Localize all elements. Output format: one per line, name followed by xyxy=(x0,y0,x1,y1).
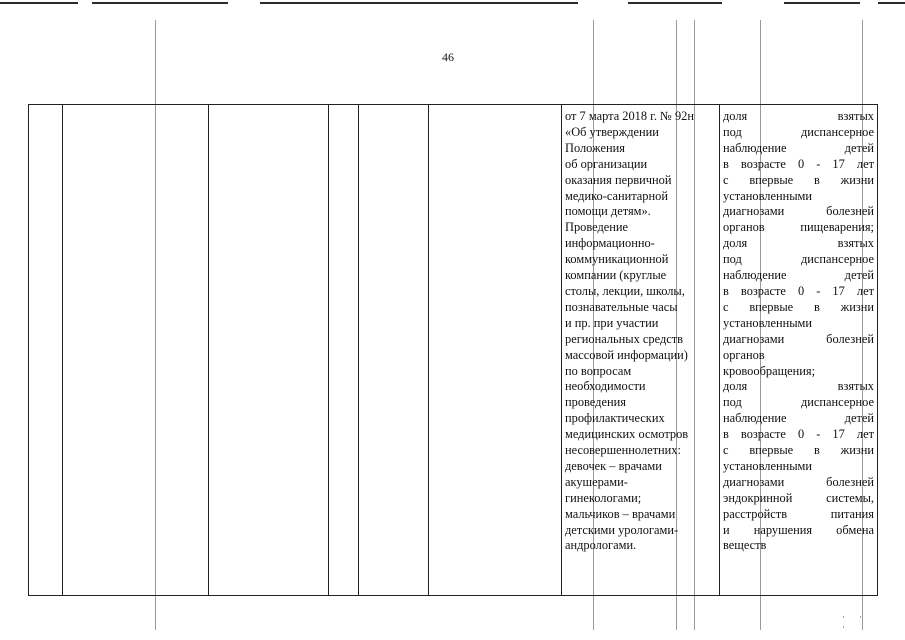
scan-artifact-line xyxy=(260,2,578,4)
scan-artifact-line xyxy=(784,2,860,4)
indicators-line: под диспансерное xyxy=(723,124,874,139)
table-cell-2 xyxy=(63,105,209,596)
measures-line: гинекологами; xyxy=(565,490,642,505)
table-cell-indicators xyxy=(720,105,878,596)
measures-line: медико-санитарной xyxy=(565,188,668,203)
indicators-line: под диспансерное xyxy=(723,252,874,267)
indicators-line: наблюдение детей xyxy=(723,411,874,426)
measures-line: андрологами. xyxy=(565,538,637,553)
table-cell-4 xyxy=(329,105,359,596)
indicators-line: органов xyxy=(723,347,765,362)
measures-line: оказания первичной xyxy=(565,172,672,187)
measures-line: об организации xyxy=(565,156,648,171)
indicators-line: веществ xyxy=(723,538,767,553)
table-cell-6 xyxy=(429,105,562,596)
indicators-line: диагнозами болезней xyxy=(723,331,874,346)
indicators-line: и нарушения обмена xyxy=(723,522,874,537)
measures-line: компании (круглые xyxy=(565,268,667,283)
measures-line: по вопросам xyxy=(565,363,632,378)
indicators-line: наблюдение детей xyxy=(723,140,874,155)
measures-line: «Об утверждении xyxy=(565,124,659,139)
scan-artifact-line xyxy=(92,2,228,4)
measures-line: и пр. при участии xyxy=(565,315,659,330)
indicators-line: установленными xyxy=(723,188,813,203)
indicators-line: доля взятых xyxy=(723,109,874,123)
measures-line: несовершеннолетних: xyxy=(565,443,681,458)
indicators-line: доля взятых xyxy=(723,379,874,394)
scan-artifact-line xyxy=(628,2,722,4)
table-cell-5 xyxy=(359,105,429,596)
scan-artifact-line xyxy=(878,2,905,4)
indicators-line: в возрасте 0 - 17 лет xyxy=(723,283,874,298)
indicators-line: с впервые в жизни xyxy=(723,443,874,458)
measures-line: Проведение xyxy=(565,220,629,235)
measures-line: столы, лекции, школы, xyxy=(565,283,685,298)
indicators-line: органов пищеварения; xyxy=(723,220,874,235)
table-cell-1 xyxy=(29,105,63,596)
measures-line: детскими урологами- xyxy=(565,522,679,537)
indicators-line: кровообращения; xyxy=(723,363,816,378)
measures-line: медицинских осмотров xyxy=(565,427,689,442)
measures-line: акушерами- xyxy=(565,474,628,489)
scan-marks: ·· · xyxy=(842,612,876,632)
document-table xyxy=(28,104,878,596)
measures-line: региональных средств xyxy=(565,331,684,346)
measures-line: необходимости xyxy=(565,379,646,394)
table-row xyxy=(29,105,878,596)
indicators-text xyxy=(720,105,877,554)
indicators-line: установленными xyxy=(723,315,813,330)
indicators-line: с впервые в жизни xyxy=(723,299,874,314)
indicators-line: в возрасте 0 - 17 лет xyxy=(723,427,874,442)
measures-line: массовой информации) xyxy=(565,347,688,362)
indicators-line: расстройств питания xyxy=(723,506,874,521)
scan-artifact-line xyxy=(0,2,78,4)
table-cell-measures xyxy=(562,105,720,596)
measures-line: девочек – врачами xyxy=(565,458,662,473)
indicators-line: доля взятых xyxy=(723,236,874,251)
measures-line: профилактических xyxy=(565,411,665,426)
indicators-line: в возрасте 0 - 17 лет xyxy=(723,156,874,171)
indicators-line: с впервые в жизни xyxy=(723,172,874,187)
table-cell-3 xyxy=(209,105,329,596)
measures-line: от 7 марта 2018 г. № 92н xyxy=(565,109,694,123)
measures-text xyxy=(562,105,719,554)
indicators-line: установленными xyxy=(723,458,813,473)
indicators-line: диагнозами болезней xyxy=(723,204,874,219)
indicators-line: наблюдение детей xyxy=(723,268,874,283)
indicators-line: диагнозами болезней xyxy=(723,474,874,489)
measures-line: информационно- xyxy=(565,236,655,251)
measures-line: проведения xyxy=(565,395,626,410)
measures-line: познавательные часы xyxy=(565,299,678,314)
measures-line: Положения xyxy=(565,140,625,155)
measures-line: коммуникационной xyxy=(565,252,669,267)
measures-line: мальчиков – врачами xyxy=(565,506,676,521)
indicators-line: эндокринной системы, xyxy=(723,490,874,505)
measures-line: помощи детям». xyxy=(565,204,651,219)
page-number: 46 xyxy=(442,50,454,64)
indicators-line: под диспансерное xyxy=(723,395,874,410)
